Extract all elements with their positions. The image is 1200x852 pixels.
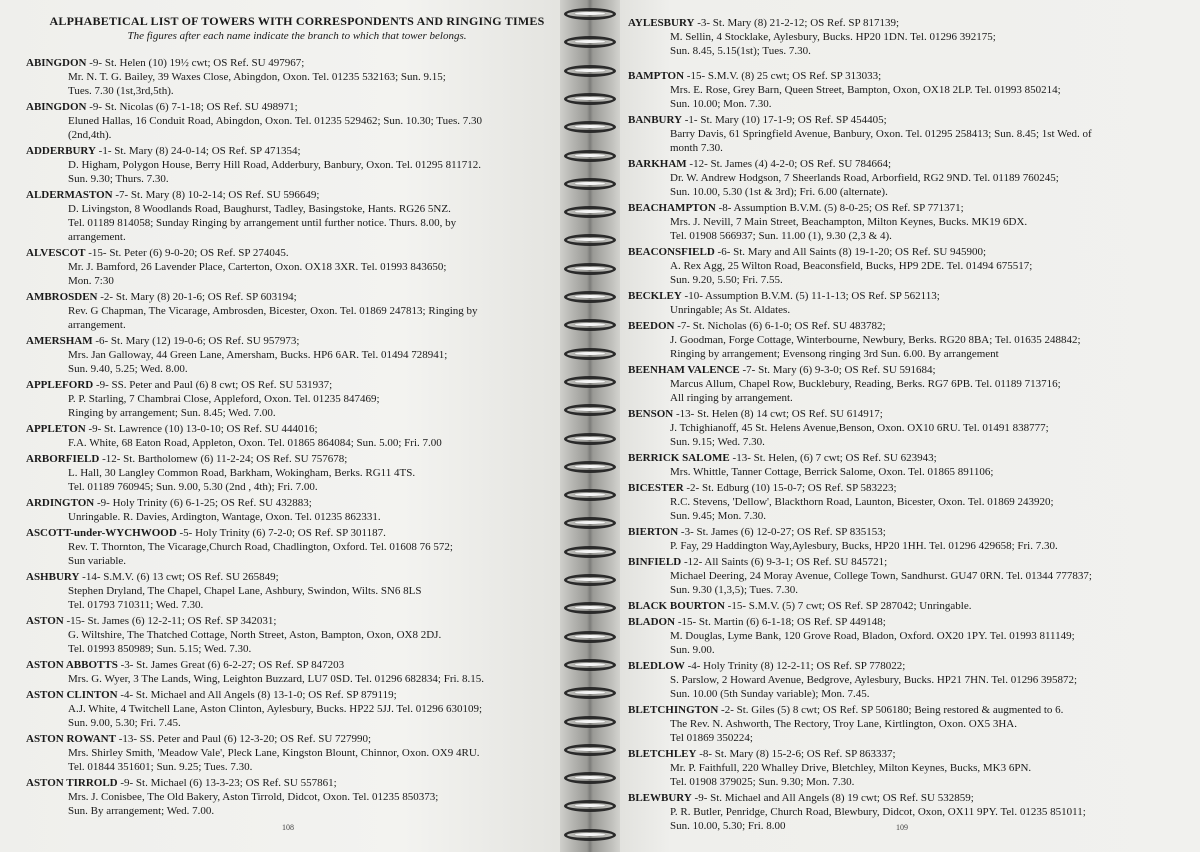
correspondent-line: Barry Davis, 61 Springfield Avenue, Banbury, Oxon. Tel. 01295 258413; Sun. 8.45; 1st Wed. of — [670, 128, 1092, 140]
tower-details: -2- St. Giles (5) 8 cwt; OS Ref. SP 506180; Being restored & augmented to 6. — [718, 704, 1064, 716]
correspondent-line: Eluned Hallas, 16 Conduit Road, Abingdon, Oxon. Tel. 01235 529462; Sun. 10.30; Tues. 7.30 — [68, 115, 482, 127]
entry-head — [26, 290, 568, 304]
tower-entry — [628, 525, 1190, 553]
tower-entry — [628, 289, 1190, 317]
tower-name: ABINGDON — [26, 57, 87, 69]
correspondent-line: Sun. 8.45, 5.15(1st); Tues. 7.30. — [670, 45, 811, 57]
tower-entry — [26, 56, 568, 98]
tower-name: AMERSHAM — [26, 335, 93, 347]
tower-entry — [26, 100, 568, 142]
entry-head — [26, 188, 568, 202]
tower-name: BEACONSFIELD — [628, 246, 715, 258]
binding-ring — [564, 150, 616, 162]
correspondent-line: Ringing by arrangement; Evensong ringing 3rd Sun. 6.00. By arrangement — [670, 348, 999, 360]
tower-details: -7- St. Mary (8) 10-2-14; OS Ref. SU 596649; — [112, 189, 320, 201]
tower-details: -10- Assumption B.V.M. (5) 11-1-13; OS Ref. SP 562113; — [681, 290, 940, 302]
tower-name: AMBROSDEN — [26, 291, 98, 303]
correspondent-line: Tel. 01908 566937; Sun. 11.00 (1), 9.30 (2,3 & 4). — [670, 230, 892, 242]
tower-details: -9- SS. Peter and Paul (6) 8 cwt; OS Ref. SU 531937; — [93, 379, 333, 391]
entry-head — [26, 570, 568, 584]
tower-details: -15- S.M.V. (5) 7 cwt; OS Ref. SP 287042; Unringable. — [724, 600, 972, 612]
entry-head — [26, 334, 568, 348]
tower-name: ASTON CLINTON — [26, 689, 118, 701]
binding-ring — [564, 65, 616, 77]
correspondent-line: Unringable. R. Davies, Ardington, Wantage, Oxon. Tel. 01235 862331. — [68, 511, 381, 523]
entry-head — [26, 452, 568, 466]
binding-ring — [564, 348, 616, 360]
page-title: ALPHABETICAL LIST OF TOWERS WITH CORRESPONDENTS AND RINGING TIMES — [49, 14, 545, 28]
tower-entry — [628, 659, 1190, 701]
binding-ring — [564, 716, 616, 728]
correspondent-line: Marcus Allum, Chapel Row, Bucklebury, Reading, Berks. RG7 6PB. Tel. 01189 713716; — [670, 378, 1061, 390]
correspondent-line: Sun. 10.00, 5.30 (1st & 3rd); Fri. 6.00 (alternate). — [670, 186, 888, 198]
binding-ring — [564, 517, 616, 529]
correspondent-line: Mrs. Shirley Smith, 'Meadow Vale', Pleck Lane, Kingston Blount, Chinnor, Oxon. OX9 4RU. — [68, 747, 480, 759]
tower-entry — [26, 496, 568, 524]
tower-entry — [26, 526, 568, 568]
tower-name: ASCOTT-under-WYCHWOOD — [26, 527, 177, 539]
correspondent-line: Tel. 01844 351601; Sun. 9.25; Tues. 7.30. — [68, 761, 253, 773]
tower-entry — [26, 732, 568, 774]
binding-ring — [564, 772, 616, 784]
tower-details: -2- St. Mary (8) 20-1-6; OS Ref. SP 603194; — [97, 291, 297, 303]
tower-entry — [26, 290, 568, 332]
binding-ring — [564, 489, 616, 501]
entry-head — [628, 525, 1190, 539]
tower-name: ASTON — [26, 615, 64, 627]
binding-ring — [564, 8, 616, 20]
correspondent-line: The Rev. N. Ashworth, The Rectory, Troy Lane, Kirtlington, Oxon. OX5 3HA. — [670, 718, 1017, 730]
correspondent-line: Mr. P. Faithfull, 220 Whalley Drive, Bletchley, Milton Keynes, Bucks, MK3 6PN. — [670, 762, 1032, 774]
entry-head — [628, 599, 1190, 613]
binding-ring — [564, 602, 616, 614]
tower-details: -9- St. Nicolas (6) 7-1-18; OS Ref. SU 498971; — [86, 101, 298, 113]
correspondent-line: Tel. 01189 760945; Sun. 9.00, 5.30 (2nd , 4th); Fri. 7.00. — [68, 481, 318, 493]
entry-head — [26, 614, 568, 628]
entry-head — [26, 526, 568, 540]
tower-entry — [26, 378, 568, 420]
tower-entry — [26, 246, 568, 288]
tower-details: -3- St. Mary (8) 21-2-12; OS Ref. SP 817139; — [694, 17, 900, 29]
tower-details: -1- St. Mary (8) 24-0-14; OS Ref. SP 471354; — [95, 145, 301, 157]
tower-name: APPLETON — [26, 423, 86, 435]
entry-head — [628, 407, 1190, 421]
tower-name: BLADON — [628, 616, 676, 628]
tower-name: BIERTON — [628, 526, 679, 538]
tower-entry — [628, 245, 1190, 287]
tower-entry — [628, 16, 1190, 58]
tower-details: -7- St. Mary (6) 9-3-0; OS Ref. SU 591684; — [739, 364, 936, 376]
correspondent-line: D. Livingston, 8 Woodlands Road, Baughurst, Tadley, Basingstoke, Hants. RG26 5NZ. — [68, 203, 451, 215]
tower-details: -8- Assumption B.V.M. (5) 8-0-25; OS Ref. SP 771371; — [715, 202, 964, 214]
tower-entry — [628, 599, 1190, 613]
correspondent-line: All ringing by arrangement. — [670, 392, 793, 404]
entry-head — [628, 555, 1190, 569]
tower-name: ADDERBURY — [26, 145, 96, 157]
tower-name: BINFIELD — [628, 556, 682, 568]
correspondent-line: Sun. 9.20, 5.50; Fri. 7.55. — [670, 274, 783, 286]
binding-ring — [564, 206, 616, 218]
tower-details: -9- St. Helen (10) 19½ cwt; OS Ref. SU 497967; — [86, 57, 305, 69]
correspondent-line: Mrs. E. Rose, Grey Barn, Queen Street, Bampton, Oxon, OX18 2LP. Tel. 01993 850214; — [670, 84, 1061, 96]
tower-entry — [628, 481, 1190, 523]
binding-ring — [564, 376, 616, 388]
entry-head — [26, 144, 568, 158]
tower-details: -9- St. Michael and All Angels (8) 19 cwt; OS Ref. SU 532859; — [691, 792, 974, 804]
correspondent-line: Mrs. G. Wyer, 3 The Lands, Wing, Leighton Buzzard, LU7 0SD. Tel. 01296 682834; Fri. 8.15. — [68, 673, 485, 685]
entry-head — [628, 747, 1190, 761]
tower-entry — [26, 188, 568, 244]
correspondent-line: R.C. Stevens, 'Dellow', Blackthorn Road, Launton, Bicester, Oxon. Tel. 01869 243920; — [670, 496, 1054, 508]
binding-ring — [564, 461, 616, 473]
tower-name: BARKHAM — [628, 158, 687, 170]
correspondent-line: D. Higham, Polygon House, Berry Hill Road, Adderbury, Banbury, Oxon. Tel. 01295 811712. — [68, 159, 482, 171]
tower-name: ASTON TIRROLD — [26, 777, 118, 789]
tower-details: -12- All Saints (6) 9-3-1; OS Ref. SU 845721; — [681, 556, 888, 568]
tower-name: BLETCHINGTON — [628, 704, 719, 716]
correspondent-line: Mrs. Whittle, Tanner Cottage, Berrick Salome, Oxon. Tel. 01865 891106; — [670, 466, 994, 478]
binding-ring — [564, 574, 616, 586]
tower-details: -15- St. Peter (6) 9-0-20; OS Ref. SP 274045. — [85, 247, 289, 259]
entry-head — [628, 245, 1190, 259]
entry-head — [628, 659, 1190, 673]
binding-ring — [564, 546, 616, 558]
tower-details: -14- S.M.V. (6) 13 cwt; OS Ref. SU 265849; — [79, 571, 279, 583]
binding-ring — [564, 687, 616, 699]
tower-entry — [628, 319, 1190, 361]
tower-name: APPLEFORD — [26, 379, 94, 391]
binding-ring — [564, 291, 616, 303]
tower-name: BANBURY — [628, 114, 683, 126]
correspondent-line: Mr. N. T. G. Bailey, 39 Waxes Close, Abingdon, Oxon. Tel. 01235 532163; Sun. 9.15; — [68, 71, 446, 83]
page-subtitle: The figures after each name indicate the branch to which that tower belongs. — [127, 30, 467, 42]
binding-ring — [564, 800, 616, 812]
correspondent-line: Sun. 9.00. — [670, 644, 715, 656]
correspondent-line: M. Douglas, Lyme Bank, 120 Grove Road, Bladon, Oxford. OX20 1PY. Tel. 01993 811149; — [670, 630, 1075, 642]
tower-details: -15- St. James (6) 12-2-11; OS Ref. SP 342031; — [63, 615, 277, 627]
entry-gap — [628, 60, 1190, 69]
tower-name: BLEWBURY — [628, 792, 692, 804]
tower-name: BLETCHLEY — [628, 748, 697, 760]
tower-entry — [26, 658, 568, 686]
correspondent-line: (2nd,4th). — [68, 129, 112, 141]
entry-head — [628, 615, 1190, 629]
tower-name: ARDINGTON — [26, 497, 95, 509]
binding-ring — [564, 263, 616, 275]
left-page — [0, 0, 578, 852]
tower-name: ASTON ABBOTTS — [26, 659, 118, 671]
tower-name: ALVESCOT — [26, 247, 86, 259]
tower-details: -3- St. James (6) 12-0-27; OS Ref. SP 835153; — [678, 526, 886, 538]
binding-ring — [564, 319, 616, 331]
tower-list-left — [26, 56, 568, 818]
binding-ring — [564, 121, 616, 133]
tower-details: -8- St. Mary (8) 15-2-6; OS Ref. SP 863337; — [696, 748, 896, 760]
tower-name: BEENHAM VALENCE — [628, 364, 740, 376]
tower-name: ASTON ROWANT — [26, 733, 116, 745]
tower-details: -15- St. Martin (6) 6-1-18; OS Ref. SP 449148; — [675, 616, 886, 628]
tower-details: -6- St. Mary and All Saints (8) 19-1-20; OS Ref. SU 945900; — [714, 246, 987, 258]
binding-ring — [564, 829, 616, 841]
tower-entry — [628, 201, 1190, 243]
correspondent-line: Michael Deering, 24 Moray Avenue, College Town, Sandhurst. GU47 0RN. Tel. 01344 777837; — [670, 570, 1092, 582]
tower-name: AYLESBURY — [628, 17, 695, 29]
right-page — [612, 0, 1200, 852]
tower-name: BECKLEY — [628, 290, 682, 302]
correspondent-line: Stephen Dryland, The Chapel, Chapel Lane, Ashbury, Swindon, Wilts. SN6 8LS — [68, 585, 422, 597]
binding-ring — [564, 631, 616, 643]
correspondent-line: J. Tchighianoff, 45 St. Helens Avenue,Benson, Oxon. OX10 6RU. Tel. 01491 838777; — [670, 422, 1049, 434]
tower-name: BLACK BOURTON — [628, 600, 725, 612]
entry-head — [26, 496, 568, 510]
tower-details: -13- St. Helen (8) 14 cwt; OS Ref. SU 614917; — [673, 408, 883, 420]
tower-entry — [26, 614, 568, 656]
tower-details: -2- St. Edburg (10) 15-0-7; OS Ref. SP 583223; — [683, 482, 897, 494]
entry-head — [628, 791, 1190, 805]
page-number-right: 109 — [896, 823, 908, 832]
correspondent-line: Sun. 9.30 (1,3,5); Tues. 7.30. — [670, 584, 799, 596]
entry-head — [628, 363, 1190, 377]
tower-entry — [628, 555, 1190, 597]
entry-head — [628, 481, 1190, 495]
tower-name: ASHBURY — [26, 571, 80, 583]
tower-details: -12- St. James (4) 4-2-0; OS Ref. SU 784664; — [686, 158, 892, 170]
tower-details: -4- Holy Trinity (8) 12-2-11; OS Ref. SP 778022; — [684, 660, 906, 672]
tower-name: BLEDLOW — [628, 660, 685, 672]
tower-name: BEEDON — [628, 320, 675, 332]
correspondent-line: Ringing by arrangement; Sun. 8.45; Wed. 7.00. — [68, 407, 276, 419]
correspondent-line: A.J. White, 4 Twitchell Lane, Aston Clinton, Aylesbury, Bucks. HP22 5JJ. Tel. 01296 630109; — [68, 703, 483, 715]
tower-details: -7- St. Nicholas (6) 6-1-0; OS Ref. SU 483782; — [674, 320, 886, 332]
entry-head — [26, 422, 568, 436]
correspondent-line: arrangement. — [68, 231, 126, 243]
tower-entry — [628, 407, 1190, 449]
tower-details: -13- SS. Peter and Paul (6) 12-3-20; OS Ref. SU 727990; — [115, 733, 372, 745]
tower-details: -12- St. Bartholomew (6) 11-2-24; OS Ref. SU 757678; — [99, 453, 348, 465]
correspondent-line: Sun. By arrangement; Wed. 7.00. — [68, 805, 215, 817]
tower-entry — [628, 363, 1190, 405]
entry-head — [26, 658, 568, 672]
correspondent-line: Sun. 9.00, 5.30; Fri. 7.45. — [68, 717, 181, 729]
tower-entry — [628, 791, 1190, 833]
correspondent-line: Tues. 7.30 (1st,3rd,5th). — [68, 85, 174, 97]
correspondent-line: Mr. J. Bamford, 26 Lavender Place, Carterton, Oxon. OX18 3XR. Tel. 01993 843650; — [68, 261, 447, 273]
correspondent-line: Mrs. Jan Galloway, 44 Green Lane, Amersham, Bucks. HP6 6AR. Tel. 01494 728941; — [68, 349, 448, 361]
correspondent-line: Sun. 9.15; Wed. 7.30. — [670, 436, 765, 448]
correspondent-line: Mon. 7:30 — [68, 275, 114, 287]
correspondent-line: Sun. 10.00 (5th Sunday variable); Mon. 7.45. — [670, 688, 870, 700]
tower-entry — [628, 747, 1190, 789]
correspondent-line: A. Rex Agg, 25 Wilton Road, Beaconsfield, Bucks, HP9 2DE. Tel. 01494 675517; — [670, 260, 1033, 272]
entry-head — [26, 776, 568, 790]
entry-head — [26, 56, 568, 70]
spiral-binding — [560, 0, 620, 852]
tower-details: -6- St. Mary (12) 19-0-6; OS Ref. SU 957973; — [92, 335, 300, 347]
tower-list-right — [628, 16, 1190, 833]
correspondent-line: S. Parslow, 2 Howard Avenue, Bedgrove, Aylesbury, Bucks. HP21 7HN. Tel. 01296 395872; — [670, 674, 1078, 686]
correspondent-line: Tel. 01793 710311; Wed. 7.30. — [68, 599, 204, 611]
entry-head — [628, 451, 1190, 465]
tower-entry — [26, 452, 568, 494]
entry-head — [628, 319, 1190, 333]
correspondent-line: arrangement. — [68, 319, 126, 331]
correspondent-line: Tel. 01993 850989; Sun. 5.15; Wed. 7.30. — [68, 643, 252, 655]
entry-head — [628, 69, 1190, 83]
correspondent-line: Sun. 9.45; Mon. 7.30. — [670, 510, 766, 522]
entry-head — [26, 246, 568, 260]
correspondent-line: Mrs. J. Conisbee, The Old Bakery, Aston Tirrold, Didcot, Oxon. Tel. 01235 850373; — [68, 791, 439, 803]
tower-details: -13- St. Helen, (6) 7 cwt; OS Ref. SU 623943; — [729, 452, 937, 464]
tower-details: -5- Holy Trinity (6) 7-2-0; OS Ref. SP 301187. — [176, 527, 386, 539]
correspondent-line: Rev. T. Thornton, The Vicarage,Church Road, Chadlington, Oxford. Tel. 01608 76 572; — [68, 541, 453, 553]
entry-head — [628, 157, 1190, 171]
correspondent-line: Mrs. J. Nevill, 7 Main Street, Beachampton, Milton Keynes, Bucks. MK19 6DX. — [670, 216, 1028, 228]
entry-head — [628, 113, 1190, 127]
entry-head — [628, 703, 1190, 717]
correspondent-line: Sun. 10.00, 5.30; Fri. 8.00 — [670, 820, 786, 832]
entry-head — [628, 201, 1190, 215]
correspondent-line: Dr. W. Andrew Hodgson, 7 Sheerlands Road, Arborfield, RG2 9ND. Tel. 01189 760245; — [670, 172, 1059, 184]
correspondent-line: J. Goodman, Forge Cottage, Winterbourne, Newbury, Berks. RG20 8BA; Tel. 01635 248842; — [670, 334, 1081, 346]
tower-details: -15- S.M.V. (8) 25 cwt; OS Ref. SP 313033; — [684, 70, 882, 82]
correspondent-line: Sun. 9.30; Thurs. 7.30. — [68, 173, 169, 185]
tower-entry — [628, 451, 1190, 479]
binding-ring — [564, 404, 616, 416]
tower-name: BICESTER — [628, 482, 684, 494]
tower-name: ABINGDON — [26, 101, 87, 113]
binding-ring — [564, 234, 616, 246]
tower-entry — [628, 157, 1190, 199]
correspondent-line: Tel. 01189 814058; Sunday Ringing by arrangement until further notice. Thurs. 8.00, by — [68, 217, 457, 229]
binding-ring — [564, 93, 616, 105]
tower-details: -1- St. Mary (10) 17-1-9; OS Ref. SP 454405; — [682, 114, 887, 126]
tower-entry — [628, 69, 1190, 111]
binding-ring — [564, 659, 616, 671]
correspondent-line: G. Wiltshire, The Thatched Cottage, North Street, Aston, Bampton, Oxon, OX8 2DJ. — [68, 629, 442, 641]
entry-head — [628, 289, 1190, 303]
correspondent-line: Unringable; As St. Aldates. — [670, 304, 791, 316]
tower-details: -9- St. Lawrence (10) 13-0-10; OS Ref. SU 444016; — [85, 423, 318, 435]
correspondent-line: Sun. 10.00; Mon. 7.30. — [670, 98, 772, 110]
tower-name: BERRICK SALOME — [628, 452, 730, 464]
correspondent-line: Tel 01869 350224; — [670, 732, 753, 744]
tower-name: ARBORFIELD — [26, 453, 100, 465]
tower-name: ALDERMASTON — [26, 189, 113, 201]
entry-head — [26, 378, 568, 392]
entry-head — [628, 16, 1190, 30]
tower-entry — [628, 615, 1190, 657]
correspondent-line: M. Sellin, 4 Stocklake, Aylesbury, Bucks. HP20 1DN. Tel. 01296 392175; — [670, 31, 996, 43]
page-number-left: 108 — [282, 823, 294, 832]
tower-entry — [26, 422, 568, 450]
tower-entry — [628, 703, 1190, 745]
correspondent-line: P. R. Butler, Penridge, Church Road, Blewbury, Didcot, Oxon, OX11 9PY. Tel. 01235 851011; — [670, 806, 1086, 818]
correspondent-line: Sun. 9.40, 5.25; Wed. 8.00. — [68, 363, 188, 375]
tower-details: -9- Holy Trinity (6) 6-1-25; OS Ref. SU 432883; — [94, 497, 312, 509]
tower-entry — [26, 570, 568, 612]
tower-name: BAMPTON — [628, 70, 685, 82]
correspondent-line: Rev. G Chapman, The Vicarage, Ambrosden, Bicester, Oxon. Tel. 01869 247813; Ringing by — [68, 305, 478, 317]
tower-details: -9- St. Michael (6) 13-3-23; OS Ref. SU 557861; — [117, 777, 337, 789]
binding-ring — [564, 433, 616, 445]
tower-details: -3- St. James Great (6) 6-2-27; OS Ref. SP 847203 — [117, 659, 345, 671]
tower-entry — [26, 776, 568, 818]
correspondent-line: P. Fay, 29 Haddington Way,Aylesbury, Bucks, HP20 1HH. Tel. 01296 429658; Fri. 7.30. — [670, 540, 1058, 552]
correspondent-line: Sun variable. — [68, 555, 127, 567]
binding-ring — [564, 178, 616, 190]
tower-entry — [628, 113, 1190, 155]
tower-name: BENSON — [628, 408, 674, 420]
tower-name: BEACHAMPTON — [628, 202, 716, 214]
tower-entry — [26, 688, 568, 730]
tower-entry — [26, 144, 568, 186]
tower-details: -4- St. Michael and All Angels (8) 13-1-0; OS Ref. SP 879119; — [117, 689, 397, 701]
binding-ring — [564, 36, 616, 48]
entry-head — [26, 732, 568, 746]
correspondent-line: Tel. 01908 379025; Sun. 9.30; Mon. 7.30. — [670, 776, 855, 788]
correspondent-line: L. Hall, 30 Langley Common Road, Barkham, Wokingham, Berks. RG11 4TS. — [68, 467, 416, 479]
correspondent-line: F.A. White, 68 Eaton Road, Appleton, Oxon. Tel. 01865 864084; Sun. 5.00; Fri. 7.00 — [68, 437, 442, 449]
correspondent-line: month 7.30. — [670, 142, 723, 154]
entry-head — [26, 688, 568, 702]
tower-entry — [26, 334, 568, 376]
correspondent-line: P. P. Starling, 7 Chambrai Close, Appleford, Oxon. Tel. 01235 847469; — [68, 393, 380, 405]
entry-head — [26, 100, 568, 114]
binding-ring — [564, 744, 616, 756]
